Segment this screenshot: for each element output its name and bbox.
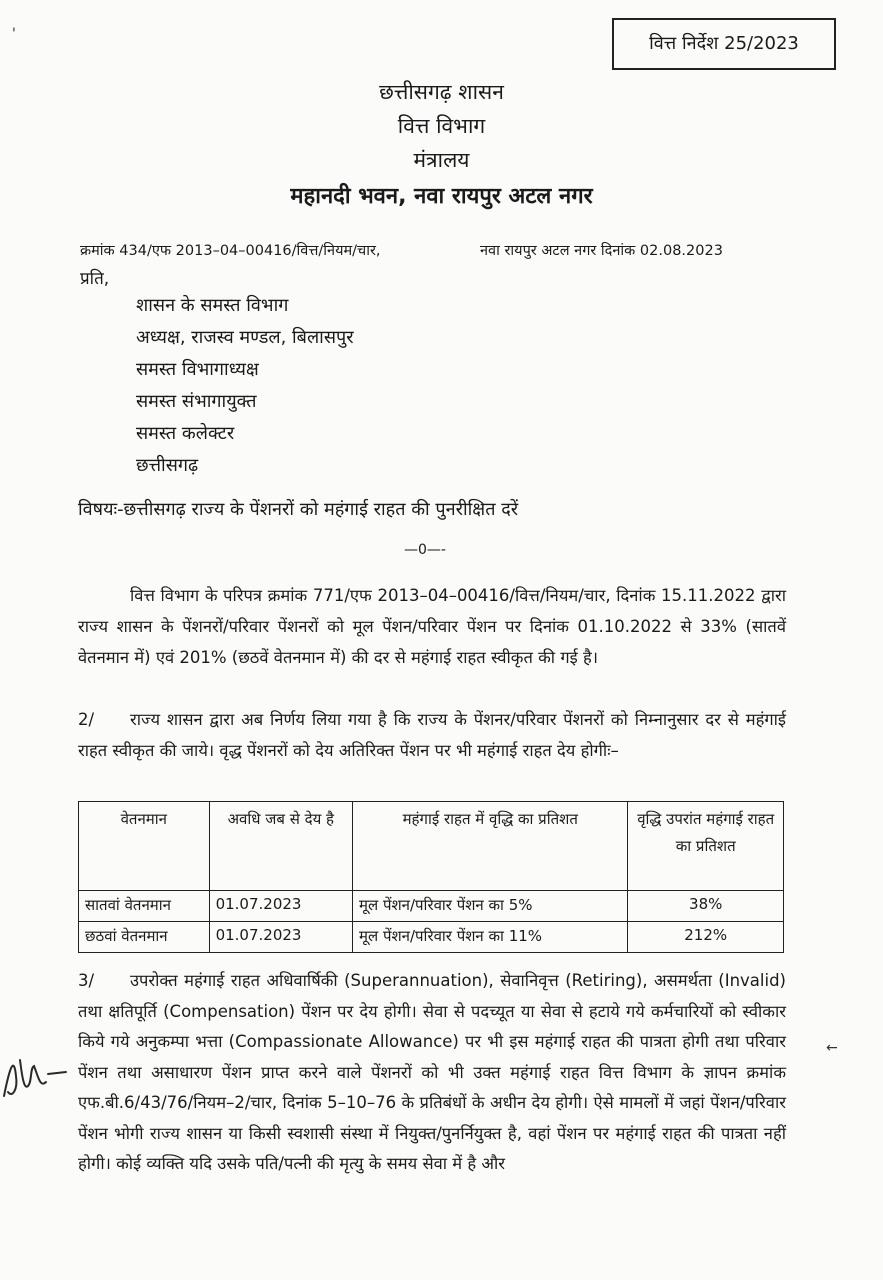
table-cell: 01.07.2023	[209, 891, 352, 922]
table-cell: मूल पेंशन/परिवार पेंशन का 5%	[353, 891, 628, 922]
addressee-line: समस्त संभागायुक्त	[136, 391, 257, 412]
table-cell: सातवां वेतनमान	[79, 891, 210, 922]
finance-directive-ref-box: वित्त निर्देश 25/2023	[612, 18, 836, 70]
paragraph-3-text: उपरोक्त महंगाई राहत अधिवार्षिकी (Superannuation), सेवानिवृत्त (Retiring), असमर्थता (Invalid) तथा क्षतिपूर्ति (Compensation) पेंशन पर देय होगी। सेवा से पदच्यूत या सेवा से हटाये गये कर्मचारियों को स्वीकार किये गये अनुकम्पा भत्ता (Compassionate Allowance) पर भी इस महंगाई राहत की पात्रता होगी तथा परिवार पेंशन तथा असाधारण पेंशन प्राप्त करने वाले पेंशनरों को भी उक्त महंगाई राहत वित्त विभाग के ज्ञापन क्रमांक एफ.बी.6/43/76/नियम–2/चार, दिनांक 5–10–76 के प्रतिबंधों के अधीन देय होगी। ऐसे मामलों में जहां पेंशन/परिवार पेंशन भोगी राज्य शासन या किसी स्वशासी संस्था में नियुक्त/पुनर्नियुक्त है, वहां पेंशन पर महंगाई राहत की पात्रता नहीं होगी। कोई व्यक्ति यदि उसके पति/पत्नी की मृत्यु के समय सेवा में है और	[78, 971, 786, 1173]
separator: —0—-	[404, 542, 446, 558]
column-header: वृद्धि उपरांत महंगाई राहत का प्रतिशत	[628, 802, 784, 891]
column-header: महंगाई राहत में वृद्धि का प्रतिशत	[353, 802, 628, 891]
govt-title: छत्तीसगढ़ शासन	[379, 80, 504, 104]
paragraph-1-text: वित्त विभाग के परिपत्र क्रमांक 771/एफ 2013–04–00416/वित्त/नियम/चार, दिनांक 15.11.2022 द्वारा राज्य शासन के पेंशनरों/परिवार पेंशनरों को मूल पेंशन/परिवार पेंशन पर दिनांक 01.10.2022 से 33% (सातवें वेतनमान में) एवं 201% (छठवें वेतनमान में) की दर से महंगाई राहत स्वीकृत की गई है।	[78, 586, 786, 667]
subject-line: विषयः-छत्तीसगढ़ राज्य के पेंशनरों को महंगाई राहत की पुनरीक्षित दरें	[78, 499, 519, 520]
order-place-date: नवा रायपुर अटल नगर दिनांक 02.08.2023	[480, 243, 723, 259]
table-cell: मूल पेंशन/परिवार पेंशन का 11%	[353, 922, 628, 953]
ministry-title: मंत्रालय	[413, 148, 470, 172]
margin-arrow-mark: ←	[826, 1040, 838, 1056]
paragraph-3	[78, 966, 786, 1180]
addressee-line: शासन के समस्त विभाग	[136, 295, 289, 316]
order-number: क्रमांक 434/एफ 2013–04–00416/वित्त/नियम/चार,	[80, 243, 381, 259]
table-row	[79, 891, 784, 922]
paragraph-2	[78, 704, 786, 766]
table-cell: 212%	[628, 922, 784, 953]
table-cell: 01.07.2023	[209, 922, 352, 953]
department-title: वित्त विभाग	[397, 114, 486, 138]
office-address: महानदी भवन, नवा रायपुर अटल नगर	[290, 184, 593, 209]
paragraph-3-number: 3/	[78, 971, 95, 990]
addressee-line: समस्त कलेक्टर	[136, 423, 235, 444]
table-cell: 38%	[628, 891, 784, 922]
table-row	[79, 922, 784, 953]
column-header: अवधि जब से देय है	[209, 802, 352, 891]
paragraph-2-text: राज्य शासन द्वारा अब निर्णय लिया गया है कि राज्य के पेंशनर/परिवार पेंशनरों को निम्नानुसार दर से महंगाई राहत स्वीकृत की जाये। वृद्ध पेंशनरों को देय अतिरिक्त पेंशन पर भी महंगाई राहत देय होगीः–	[78, 710, 786, 760]
table-cell: छठवां वेतनमान	[79, 922, 210, 953]
margin-initials-scribble	[0, 1046, 70, 1106]
stray-mark: '	[12, 26, 16, 42]
paragraph-1	[78, 580, 786, 673]
to-label: प्रति,	[80, 269, 110, 289]
addressee-line: समस्त विभागाध्यक्ष	[136, 359, 259, 380]
addressee-line: अध्यक्ष, राजस्व मण्डल, बिलासपुर	[136, 327, 354, 348]
dearness-relief-table	[78, 801, 784, 953]
addressee-line: छत्तीसगढ़	[136, 455, 199, 476]
paragraph-2-number: 2/	[78, 710, 95, 729]
column-header: वेतनमान	[79, 802, 210, 891]
table-header-row	[79, 802, 784, 891]
